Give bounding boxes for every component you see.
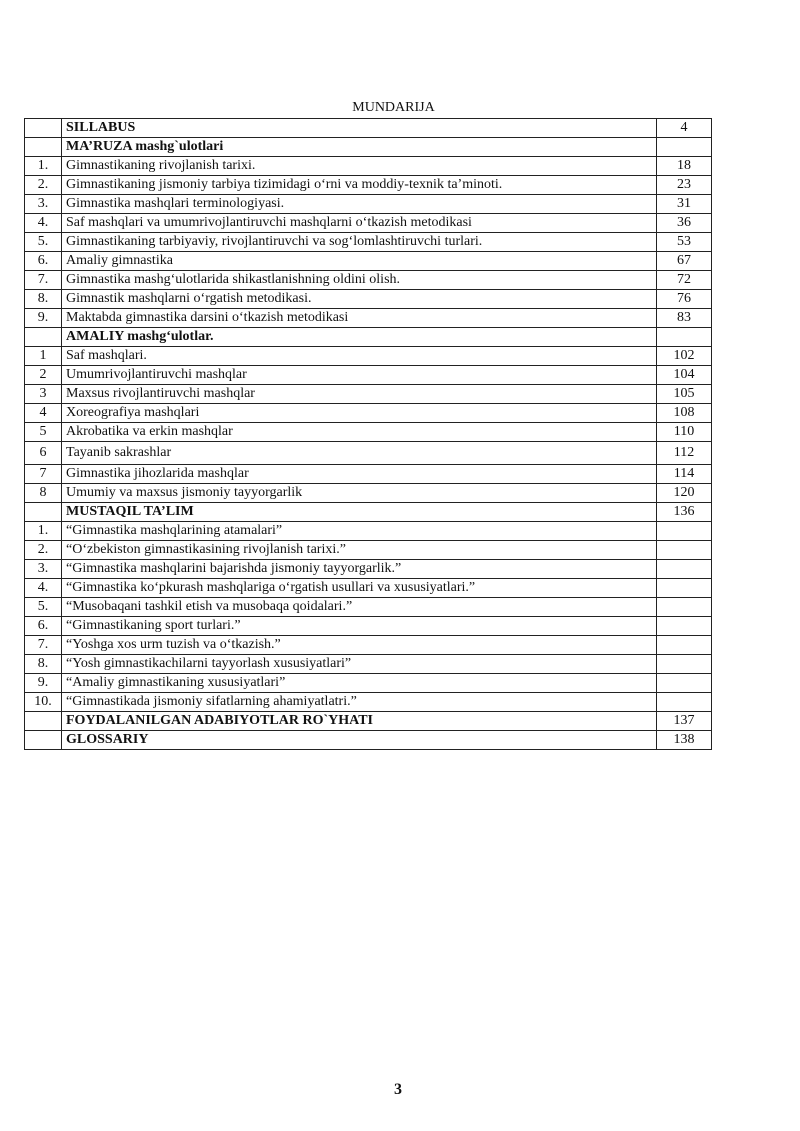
toc-entry-number: 3 — [25, 385, 62, 404]
toc-entry-number — [25, 503, 62, 522]
page-number: 3 — [394, 1081, 402, 1098]
toc-entry-page: 67 — [657, 252, 712, 271]
toc-entry-title: Maxsus rivojlantiruvchi mashqlar — [62, 385, 657, 404]
toc-entry-number: 1 — [25, 347, 62, 366]
toc-row — [25, 541, 712, 560]
toc-row — [25, 157, 712, 176]
toc-entry-page: 104 — [657, 366, 712, 385]
toc-row — [25, 252, 712, 271]
toc-row — [25, 385, 712, 404]
toc-entry-page — [657, 617, 712, 636]
toc-entry-number: 9. — [25, 309, 62, 328]
toc-row — [25, 655, 712, 674]
toc-entry-number: 5. — [25, 233, 62, 252]
toc-entry-title: Gimnastikaning rivojlanish tarixi. — [62, 157, 657, 176]
toc-row — [25, 522, 712, 541]
toc-entry-page: 72 — [657, 271, 712, 290]
toc-entry-page: 4 — [657, 119, 712, 138]
toc-entry-title: SILLABUS — [62, 119, 657, 138]
toc-row — [25, 617, 712, 636]
toc-row — [25, 693, 712, 712]
toc-row — [25, 328, 712, 347]
toc-entry-page: 105 — [657, 385, 712, 404]
toc-entry-number: 7. — [25, 271, 62, 290]
toc-entry-page: 83 — [657, 309, 712, 328]
toc-entry-title: Umumiy va maxsus jismoniy tayyorgarlik — [62, 484, 657, 503]
toc-entry-number: 8. — [25, 655, 62, 674]
toc-entry-page: 112 — [657, 442, 712, 465]
toc-entry-page: 136 — [657, 503, 712, 522]
toc-entry-number: 10. — [25, 693, 62, 712]
toc-entry-title: Amaliy gimnastika — [62, 252, 657, 271]
toc-entry-page: 138 — [657, 731, 712, 750]
toc-entry-page: 31 — [657, 195, 712, 214]
toc-entry-title: “Gimnastika mashqlarining atamalari” — [62, 522, 657, 541]
toc-entry-page: 53 — [657, 233, 712, 252]
toc-entry-title: MUSTAQIL TA’LIM — [62, 503, 657, 522]
toc-entry-title: Umumrivojlantiruvchi mashqlar — [62, 366, 657, 385]
toc-entry-number: 2. — [25, 176, 62, 195]
toc-row — [25, 712, 712, 731]
toc-row — [25, 347, 712, 366]
toc-entry-number: 3. — [25, 195, 62, 214]
toc-entry-number: 6 — [25, 442, 62, 465]
toc-entry-title: Gimnastika jihozlarida mashqlar — [62, 465, 657, 484]
toc-entry-page — [657, 541, 712, 560]
toc-entry-title: Tayanib sakrashlar — [62, 442, 657, 465]
toc-entry-number: 8 — [25, 484, 62, 503]
toc-entry-title: “Gimnastika ko‘pkurash mashqlariga o‘rgatish usullari va xususiyatlari.” — [62, 579, 657, 598]
toc-row — [25, 366, 712, 385]
toc-entry-page: 110 — [657, 423, 712, 442]
toc-entry-title: Saf mashqlari va umumrivojlantiruvchi mashqlarni o‘tkazish metodikasi — [62, 214, 657, 233]
toc-entry-number: 1. — [25, 522, 62, 541]
toc-row — [25, 309, 712, 328]
toc-row — [25, 271, 712, 290]
toc-entry-page — [657, 328, 712, 347]
toc-entry-number: 5 — [25, 423, 62, 442]
toc-row — [25, 465, 712, 484]
toc-row — [25, 119, 712, 138]
toc-row — [25, 579, 712, 598]
toc-entry-number: 4. — [25, 579, 62, 598]
toc-entry-number: 6. — [25, 252, 62, 271]
toc-entry-title: “Gimnastikada jismoniy sifatlarning ahamiyatlatri.” — [62, 693, 657, 712]
toc-entry-title: GLOSSARIY — [62, 731, 657, 750]
toc-entry-title: Xoreografiya mashqlari — [62, 404, 657, 423]
toc-entry-number: 8. — [25, 290, 62, 309]
toc-entry-page: 114 — [657, 465, 712, 484]
toc-row — [25, 598, 712, 617]
toc-entry-page: 76 — [657, 290, 712, 309]
toc-entry-title: “Gimnastika mashqlarini bajarishda jismoniy tayyorgarlik.” — [62, 560, 657, 579]
toc-entry-title: Gimnastikaning jismoniy tarbiya tizimidagi o‘rni va moddiy-texnik ta’minoti. — [62, 176, 657, 195]
toc-entry-number: 7. — [25, 636, 62, 655]
toc-entry-number: 6. — [25, 617, 62, 636]
toc-entry-number: 4. — [25, 214, 62, 233]
toc-row — [25, 560, 712, 579]
toc-row — [25, 484, 712, 503]
page-title: MUNDARIJA — [352, 100, 435, 115]
toc-entry-title: “Gimnastikaning sport turlari.” — [62, 617, 657, 636]
toc-entry-number — [25, 731, 62, 750]
toc-row — [25, 423, 712, 442]
toc-row — [25, 404, 712, 423]
toc-entry-number: 2. — [25, 541, 62, 560]
toc-body — [25, 119, 712, 750]
toc-row — [25, 442, 712, 465]
toc-entry-title: Gimnastik mashqlarni o‘rgatish metodikasi. — [62, 290, 657, 309]
toc-entry-number — [25, 328, 62, 347]
toc-entry-number: 5. — [25, 598, 62, 617]
toc-entry-page — [657, 674, 712, 693]
toc-row — [25, 731, 712, 750]
toc-entry-page — [657, 138, 712, 157]
toc-entry-title: “Amaliy gimnastikaning xususiyatlari” — [62, 674, 657, 693]
toc-entry-page: 137 — [657, 712, 712, 731]
toc-row — [25, 214, 712, 233]
toc-entry-title: “O‘zbekiston gimnastikasining rivojlanish tarixi.” — [62, 541, 657, 560]
toc-row — [25, 233, 712, 252]
toc-entry-number: 1. — [25, 157, 62, 176]
toc-entry-page: 36 — [657, 214, 712, 233]
toc-entry-title: Saf mashqlari. — [62, 347, 657, 366]
toc-row — [25, 503, 712, 522]
toc-entry-title: Akrobatika va erkin mashqlar — [62, 423, 657, 442]
toc-row — [25, 176, 712, 195]
toc-row — [25, 138, 712, 157]
toc-entry-number: 2 — [25, 366, 62, 385]
toc-entry-page: 102 — [657, 347, 712, 366]
toc-entry-page: 18 — [657, 157, 712, 176]
toc-entry-number: 9. — [25, 674, 62, 693]
toc-entry-page — [657, 655, 712, 674]
toc-entry-title: Gimnastikaning tarbiyaviy, rivojlantiruvchi va sog‘lomlashtiruvchi turlari. — [62, 233, 657, 252]
toc-entry-title: FOYDALANILGAN ADABIYOTLAR RO`YHATI — [62, 712, 657, 731]
toc-entry-page — [657, 693, 712, 712]
toc-entry-title: Gimnastika mashg‘ulotlarida shikastlanishning oldini olish. — [62, 271, 657, 290]
toc-entry-number: 4 — [25, 404, 62, 423]
table-of-contents — [24, 118, 712, 750]
toc-entry-number — [25, 138, 62, 157]
toc-entry-page: 120 — [657, 484, 712, 503]
toc-row — [25, 290, 712, 309]
toc-entry-number — [25, 712, 62, 731]
toc-entry-page — [657, 579, 712, 598]
toc-entry-page: 23 — [657, 176, 712, 195]
toc-entry-title: “Yoshga xos urm tuzish va o‘tkazish.” — [62, 636, 657, 655]
toc-entry-page — [657, 636, 712, 655]
toc-entry-title: Maktabda gimnastika darsini o‘tkazish metodikasi — [62, 309, 657, 328]
toc-entry-page — [657, 560, 712, 579]
toc-row — [25, 636, 712, 655]
toc-entry-page: 108 — [657, 404, 712, 423]
toc-entry-title: MA’RUZA mashg`ulotlari — [62, 138, 657, 157]
toc-row — [25, 195, 712, 214]
toc-entry-title: “Yosh gimnastikachilarni tayyorlash xususiyatlari” — [62, 655, 657, 674]
toc-entry-number: 3. — [25, 560, 62, 579]
toc-entry-title: AMALIY mashg‘ulotlar. — [62, 328, 657, 347]
toc-entry-number — [25, 119, 62, 138]
toc-entry-title: Gimnastika mashqlari terminologiyasi. — [62, 195, 657, 214]
toc-entry-page — [657, 598, 712, 617]
toc-row — [25, 674, 712, 693]
toc-entry-page — [657, 522, 712, 541]
toc-entry-number: 7 — [25, 465, 62, 484]
toc-entry-title: “Musobaqani tashkil etish va musobaqa qoidalari.” — [62, 598, 657, 617]
